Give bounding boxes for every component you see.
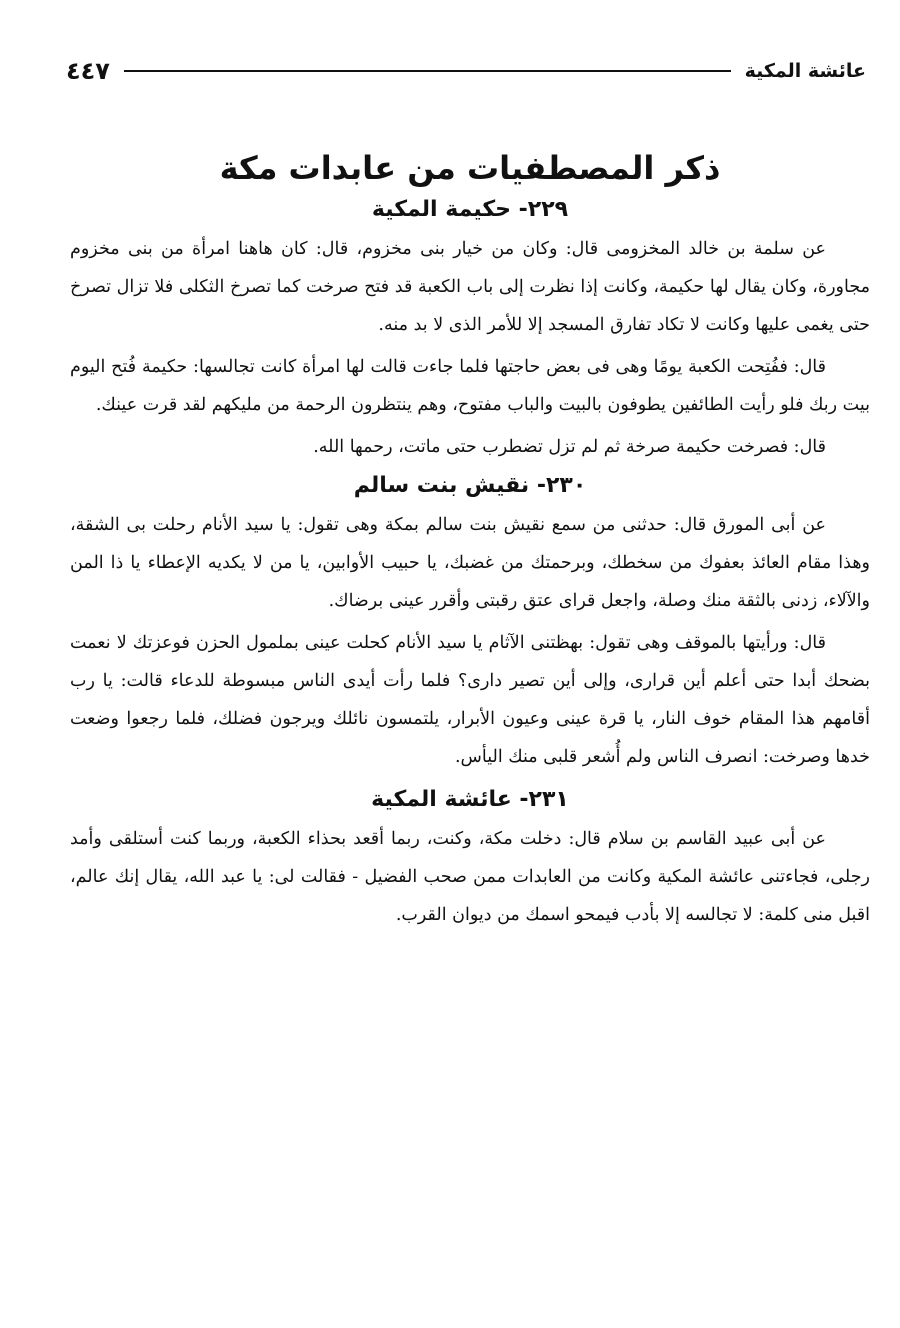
paragraph: قال: ورأيتها بالموقف وهى تقول: بهظتنى الآثام يا سيد الأنام كحلت عينى بملمول الحزن فوعزتك لا نعمت بضحك أبدا حتى أعلم أين قرارى، وإلى أين تصير دارى؟ فلما رأت أيدى الناس مبسوطة للدعاء قالت: يا رب أقامهم هذا المقام خوف النار، يا قرة عينى وعيون الأبرار، يلتمسون نائلك ويرجون فضلك، فلما رجعوا وضعت خدها وصرخت: انصرف الناس ولم أُشعر قلبى منك اليأس.: [70, 633, 870, 767]
paragraph: عن أبى عبيد القاسم بن سلام قال: دخلت مكة، وكنت، ربما أقعد بحذاء الكعبة، وربما كنت أستلقى وأمد رجلى، فجاءتنى عائشة المكية وكانت من العابدات ممن صحب الفضيل - فقالت لى: يا عبد الله، يقال إنك عالم، اقبل منى كلمة: لا تجالسه إلا بأدب فيمحو اسمك من ديوان القرب.: [70, 829, 870, 925]
entry-title: ٢٢٩- حكيمة المكية: [371, 197, 569, 222]
paragraph: عن أبى المورق قال: حدثنى من سمع نقيش بنت سالم بمكة وهى تقول: يا سيد الأنام رحلت بى الشقة، وهذا مقام العائذ بعفوك من سخطك، وبرحمتك من غضبك، يا حبيب الأوابين، يا من لا يكديه الإعطاء يا ذا المن والآلاء، زدنى بالثقة منك وصلة، واجعل قراى عتق رقبتى وأقرر عينى برضاك.: [70, 515, 870, 611]
paragraph: قال: ففُتِحت الكعبة يومًا وهى فى بعض حاجتها فلما جاءت قالت لها امرأة كانت تجالسها: حكيمة فُتح اليوم بيت ربك فلو رأيت الطائفين يطوفون بالبيت والباب مفتوح، وهم ينتظرون الرحمة من مليكهم لقد قرت عينك.: [70, 357, 870, 415]
chapter-title: ذكر المصطفيات من عابدات مكة: [219, 149, 721, 187]
paragraph: عن سلمة بن خالد المخزومى قال: وكان من خيار بنى مخزوم، قال: كان هاهنا امرأة من بنى مخزوم مجاورة، وكان يقال لها حكيمة، وكانت إذا نظرت إلى باب الكعبة قد فتح صرخت كما تصرخ الثكلى فلا تزال تصرخ حتى يغمى عليها وكانت لا تكاد تفارق المسجد إلا للأمر الذى لا بد منه.: [70, 239, 870, 335]
entry-title: ٢٣١- عائشة المكية: [371, 787, 569, 812]
page-number: ٤٤٧: [66, 57, 110, 85]
running-title: عائشة المكية: [744, 60, 866, 82]
header-rule: [124, 70, 731, 72]
page-content: [70, 146, 870, 934]
running-header: [66, 56, 866, 86]
paragraph: قال: فصرخت حكيمة صرخة ثم لم تزل تضطرب حتى ماتت، رحمها الله.: [313, 437, 826, 457]
entry-title: ٢٣٠- نقيش بنت سالم: [353, 473, 587, 498]
